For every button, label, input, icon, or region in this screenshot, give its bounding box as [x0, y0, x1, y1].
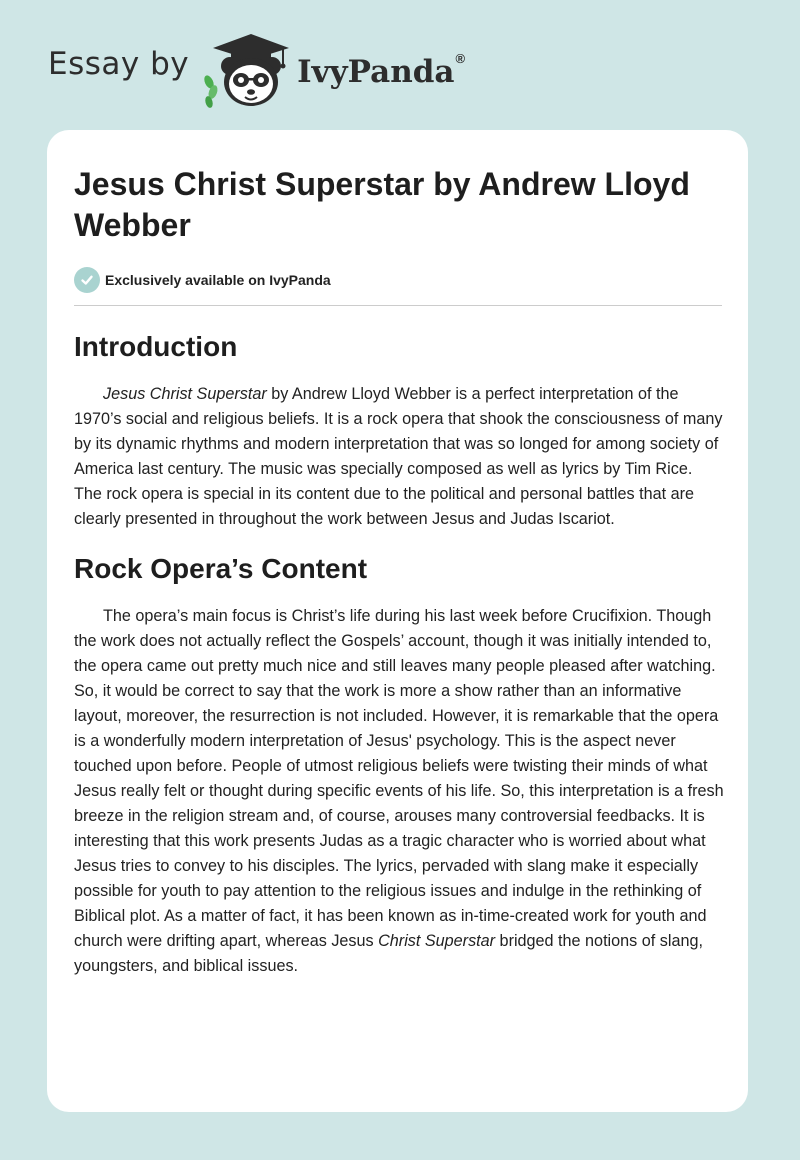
essay-by-label: Essay by [48, 46, 190, 82]
paragraph-italic-lead: Jesus Christ Superstar [103, 385, 267, 403]
paragraph-body: The opera’s main focus is Christ’s life during his last week before Crucifixion. Though the work does not actually reflect the Gospels’ account, though it was initially intended to, the opera came out pretty much nice and still leaves many people pleased after watching. So, it would be correct to say that the work is more a show rather than an informative layout, moreover, the resurrection is not included. However, it is remarkable that the opera is a wonderfully modern interpretation of Jesus' psychology. This is the aspect never touched upon before. People of utmost religious beliefs were twisting their minds of what Jesus really felt or thought during specific events of his life. So, this interpretation is a fresh breeze in the religion stream and, of course, arouses many controversial feedbacks. It is interesting that this work presents Judas as a tragic character who is worried about what Jesus tries to convey to his disciples. The lyrics, pervaded with slang make it especially possible for youth to pay attention to the religious issues and indulge in the rethinking of Biblical plot. As a matter of fact, it has been known as in-time-created work for youth and church were drifting apart, whereas Jesus [74, 607, 724, 950]
paragraph-tail: bridged the notions of slang, youngsters, and biblical issues. [74, 932, 703, 975]
section-heading-introduction: Introduction [74, 331, 238, 362]
section-paragraph-content [74, 604, 724, 979]
badge-text: Exclusively available on IvyPanda [105, 272, 331, 288]
essay-content [74, 164, 724, 979]
panda-logo-icon[interactable] [203, 30, 299, 110]
registered-mark: ® [455, 50, 466, 66]
section-paragraph-introduction [74, 382, 724, 532]
site-header [48, 30, 465, 110]
paragraph-italic-tail: Christ Superstar [378, 932, 496, 950]
essay-card [47, 130, 748, 1112]
brand-name[interactable] [297, 50, 466, 90]
paragraph-body: by Andrew Lloyd Webber is a perfect interpretation of the 1970’s social and religious beliefs. It is a rock opera that shook the consciousness of many by its dynamic rhythms and modern interpretation that was so longed for among society of America last century. The music was specially composed as well as lyrics by Tim Rice. The rock opera is special in its content due to the political and personal battles that are clearly presented in throughout the work between Jesus and Judas Iscariot. [74, 385, 723, 528]
check-icon [74, 267, 100, 293]
title-divider [74, 305, 722, 306]
brand-text: IvyPanda [297, 54, 455, 90]
section-heading-content: Rock Opera’s Content [74, 553, 368, 584]
exclusive-badge [74, 266, 724, 294]
essay-title: Jesus Christ Superstar by Andrew Lloyd Webber [74, 166, 690, 243]
